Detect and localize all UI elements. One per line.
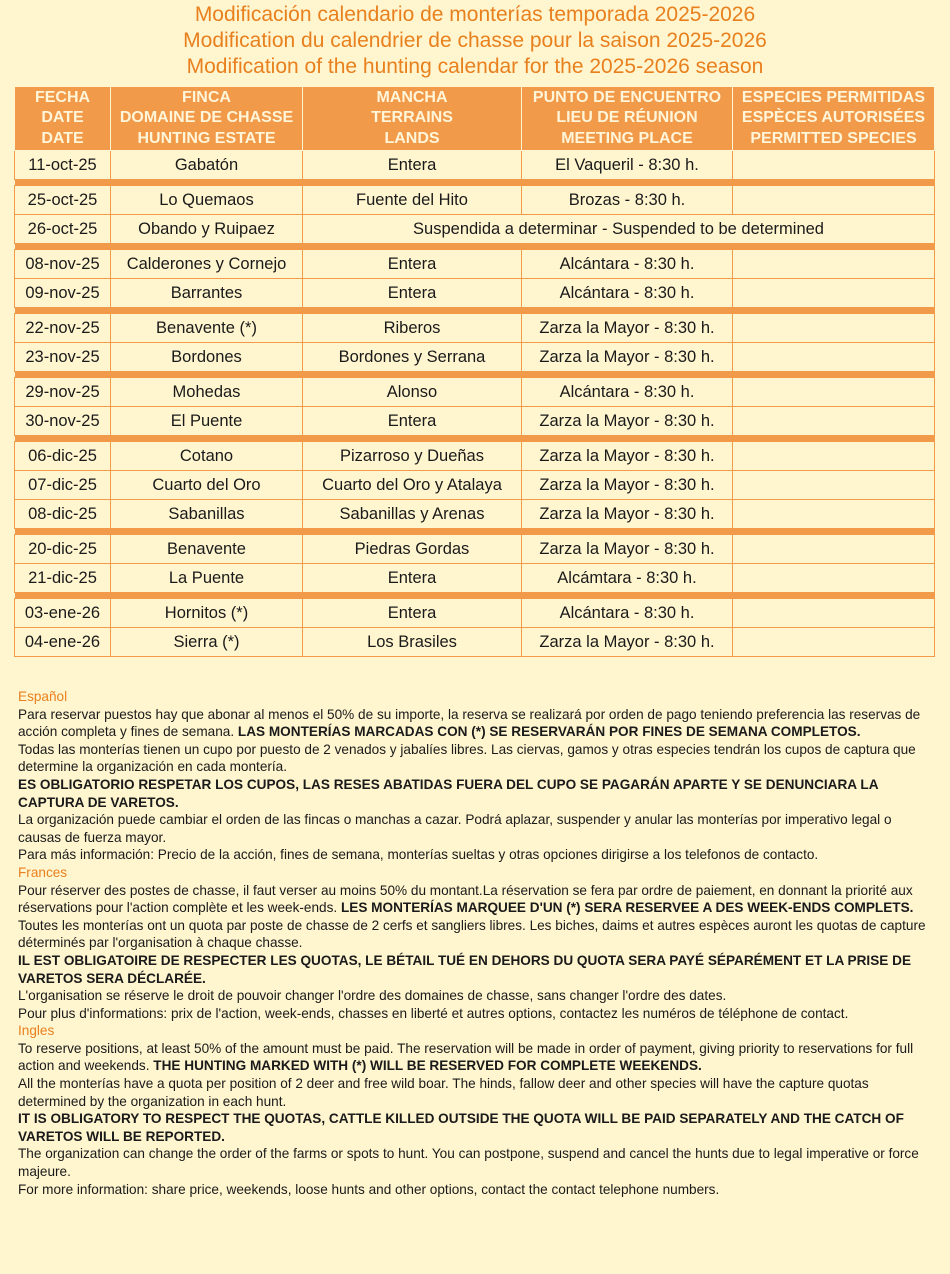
date-cell: 30-nov-25: [15, 407, 111, 436]
place-cell: Alcámtara - 8:30 h.: [522, 564, 733, 593]
date-cell: 29-nov-25: [15, 378, 111, 407]
land-cell: Alonso: [303, 378, 522, 407]
place-cell: Zarza la Mayor - 8:30 h.: [522, 407, 733, 436]
species-cell: [733, 314, 935, 343]
place-cell: Brozas - 8:30 h.: [522, 186, 733, 215]
table-row: [15, 442, 935, 471]
date-cell: 06-dic-25: [15, 442, 111, 471]
species-cell: [733, 535, 935, 564]
note-paragraph: The organization can change the order of the farms or spots to hunt. You can postpone, suspend and cancel the hunts due to legal imperative or force majeure.: [18, 1146, 919, 1180]
title-es: Modificación calendario de monterías temporada 2025-2026: [194, 3, 756, 26]
species-cell: [733, 599, 935, 628]
species-cell: [733, 564, 935, 593]
note-paragraph: L'organisation se réserve le droit de pouvoir changer l'ordre des domaines de chasse, sans changer l'ordre des dates.: [18, 988, 727, 1004]
note-paragraph: Toutes les monterías ont un quota par poste de chasse de 2 cerfs et sangliers libres. Les biches, daims et autres espèces auront les quotas de capture déterminés par l'organisation à chaque chasse.: [18, 917, 926, 951]
land-cell: Los Brasiles: [303, 628, 522, 657]
note-paragraph: IL EST OBLIGATOIRE DE RESPECTER LES QUOTAS, LE BÉTAIL TUÉ EN DEHORS DU QUOTA SERA PAYÉ SÉPARÉMENT ET LA PRISE DE VARETOS SERA DÉCLARÉE.: [18, 952, 912, 986]
page-title: [0, 0, 950, 80]
estate-cell: Sierra (*): [111, 628, 303, 657]
notes-section: [18, 688, 938, 1198]
place-cell: Alcántara - 8:30 h.: [522, 250, 733, 279]
species-cell: [733, 343, 935, 372]
estate-cell: Obando y Ruipaez: [111, 215, 303, 244]
place-cell: Zarza la Mayor - 8:30 h.: [522, 314, 733, 343]
table-row: [15, 279, 935, 308]
table-row: [15, 599, 935, 628]
species-cell: [733, 279, 935, 308]
species-cell: [733, 407, 935, 436]
note-paragraph: La organización puede cambiar el orden de las fincas o manchas a cazar. Podrá aplazar, suspender y anular las monterías por imperativo legal o causas de fuerza mayor.: [18, 812, 892, 845]
table-row: [15, 250, 935, 279]
date-cell: 21-dic-25: [15, 564, 111, 593]
species-cell: [733, 186, 935, 215]
place-cell: Alcántara - 8:30 h.: [522, 378, 733, 407]
date-cell: 04-ene-26: [15, 628, 111, 657]
estate-cell: Benavente: [111, 535, 303, 564]
header-mancha: MANCHA TERRAINS LANDS: [303, 87, 522, 151]
estate-cell: Lo Quemaos: [111, 186, 303, 215]
place-cell: Zarza la Mayor - 8:30 h.: [522, 471, 733, 500]
date-cell: 23-nov-25: [15, 343, 111, 372]
land-cell: Entera: [303, 407, 522, 436]
table-row: [15, 186, 935, 215]
species-cell: [733, 250, 935, 279]
estate-cell: Bordones: [111, 343, 303, 372]
table-row: [15, 535, 935, 564]
land-cell: Riberos: [303, 314, 522, 343]
lang-label-en: Ingles: [18, 1023, 55, 1039]
table-row: [15, 407, 935, 436]
estate-cell: Sabanillas: [111, 500, 303, 529]
table-row: [15, 564, 935, 593]
table-row: [15, 343, 935, 372]
estate-cell: El Puente: [111, 407, 303, 436]
species-cell: [733, 471, 935, 500]
estate-cell: Calderones y Cornejo: [111, 250, 303, 279]
land-cell: Entera: [303, 599, 522, 628]
date-cell: 22-nov-25: [15, 314, 111, 343]
land-cell: Bordones y Serrana: [303, 343, 522, 372]
table-header-row: [15, 87, 935, 151]
land-cell: Entera: [303, 564, 522, 593]
note-paragraph: IT IS OBLIGATORY TO RESPECT THE QUOTAS, CATTLE KILLED OUTSIDE THE QUOTA WILL BE PAID SEPARATELY AND THE CATCH OF VARETOS WILL BE REPORTED.: [18, 1111, 904, 1144]
species-cell: [733, 628, 935, 657]
land-cell: Cuarto del Oro y Atalaya: [303, 471, 522, 500]
note-paragraph: Todas las monterías tienen un cupo por puesto de 2 venados y jabalíes libres. Las ciervas, gamos y otras especies tendrán los cupos de captura que determine la organización en cada montería.: [18, 741, 916, 775]
estate-cell: Gabatón: [111, 151, 303, 180]
estate-cell: Mohedas: [111, 378, 303, 407]
note-paragraph: To reserve positions, at least 50% of the amount must be paid. The reservation will be made in order of payment, giving priority to reservations for full action and weekends. THE HUNTING MARKED WITH (*) WILL BE RESERVED FOR COMPLETE WEEKENDS.: [18, 1040, 914, 1074]
title-en: Modification of the hunting calendar for the 2025-2026 season: [186, 55, 764, 78]
species-cell: [733, 151, 935, 180]
hunting-calendar-table: [14, 86, 935, 657]
place-cell: Zarza la Mayor - 8:30 h.: [522, 442, 733, 471]
place-cell: Alcántara - 8:30 h.: [522, 279, 733, 308]
table-row: [15, 151, 935, 180]
header-punto: PUNTO DE ENCUENTRO LIEU DE RÉUNION MEETING PLACE: [522, 87, 733, 151]
species-cell: [733, 500, 935, 529]
place-cell: Zarza la Mayor - 8:30 h.: [522, 343, 733, 372]
date-cell: 07-dic-25: [15, 471, 111, 500]
land-cell: Pizarroso y Dueñas: [303, 442, 522, 471]
note-paragraph: Pour plus d'informations: prix de l'action, week-ends, chasses en liberté et autres options, contactez les numéros de téléphone de contact.: [18, 1005, 849, 1021]
date-cell: 25-oct-25: [15, 186, 111, 215]
estate-cell: Benavente (*): [111, 314, 303, 343]
header-especies: ESPECIES PERMITIDAS ESPÈCES AUTORISÉES PERMITTED SPECIES: [733, 87, 935, 151]
date-cell: 26-oct-25: [15, 215, 111, 244]
title-fr: Modification du calendrier de chasse pour la saison 2025-2026: [183, 29, 767, 52]
date-cell: 08-dic-25: [15, 500, 111, 529]
place-cell: Zarza la Mayor - 8:30 h.: [522, 628, 733, 657]
note-paragraph: Para reservar puestos hay que abonar al menos el 50% de su importe, la reserva se realizará por orden de pago teniendo preferencia las reservas de acción completa y fines de semana. LAS MONTERÍAS MARCADAS CON (*) SE RESERVARÁN POR FINES DE SEMANA COMPLETOS.: [18, 706, 921, 740]
table-row: [15, 378, 935, 407]
suspended-note-cell: Suspendida a determinar - Suspended to be determined: [303, 215, 935, 244]
table-row: [15, 314, 935, 343]
header-fecha: FECHA DATE DATE: [15, 87, 111, 151]
date-cell: 11-oct-25: [15, 151, 111, 180]
estate-cell: La Puente: [111, 564, 303, 593]
land-cell: Entera: [303, 250, 522, 279]
place-cell: Alcántara - 8:30 h.: [522, 599, 733, 628]
land-cell: Entera: [303, 279, 522, 308]
species-cell: [733, 442, 935, 471]
note-paragraph: ES OBLIGATORIO RESPETAR LOS CUPOS, LAS RESES ABATIDAS FUERA DEL CUPO SE PAGARÁN APARTE Y SE DENUNCIARA LA CAPTURA DE VARETOS.: [18, 776, 879, 810]
table-row: [15, 628, 935, 657]
note-paragraph: For more information: share price, weekends, loose hunts and other options, contact the contact telephone numbers.: [18, 1181, 720, 1197]
land-cell: Entera: [303, 151, 522, 180]
estate-cell: Hornitos (*): [111, 599, 303, 628]
note-paragraph: Para más información: Precio de la acción, fines de semana, monterías sueltas y otras opciones dirigirse a los telefonos de contacto.: [18, 847, 819, 863]
land-cell: Fuente del Hito: [303, 186, 522, 215]
land-cell: Sabanillas y Arenas: [303, 500, 522, 529]
land-cell: Piedras Gordas: [303, 535, 522, 564]
table-row: [15, 215, 935, 244]
date-cell: 03-ene-26: [15, 599, 111, 628]
date-cell: 20-dic-25: [15, 535, 111, 564]
place-cell: Zarza la Mayor - 8:30 h.: [522, 500, 733, 529]
species-cell: [733, 378, 935, 407]
place-cell: El Vaqueril - 8:30 h.: [522, 151, 733, 180]
date-cell: 09-nov-25: [15, 279, 111, 308]
lang-label-es: Español: [18, 689, 68, 704]
lang-label-fr: Frances: [18, 864, 68, 880]
header-finca: FINCA DOMAINE DE CHASSE HUNTING ESTATE: [111, 87, 303, 151]
estate-cell: Cotano: [111, 442, 303, 471]
note-paragraph: Pour réserver des postes de chasse, il faut verser au moins 50% du montant.La réservation se fera par ordre de paiement, en donnant la priorité aux réservations pour l'action complète et les week-ends. LES MONTERÍAS MARQUEE D'UN (*) SERA RESERVEE A DES WEEK-ENDS COMPLETS.: [18, 882, 914, 916]
place-cell: Zarza la Mayor - 8:30 h.: [522, 535, 733, 564]
table-row: [15, 471, 935, 500]
estate-cell: Cuarto del Oro: [111, 471, 303, 500]
note-paragraph: All the monterías have a quota per position of 2 deer and free wild boar. The hinds, fallow deer and other species will have the capture quotas determined by the organization in each hunt.: [18, 1076, 869, 1109]
table-row: [15, 500, 935, 529]
estate-cell: Barrantes: [111, 279, 303, 308]
date-cell: 08-nov-25: [15, 250, 111, 279]
